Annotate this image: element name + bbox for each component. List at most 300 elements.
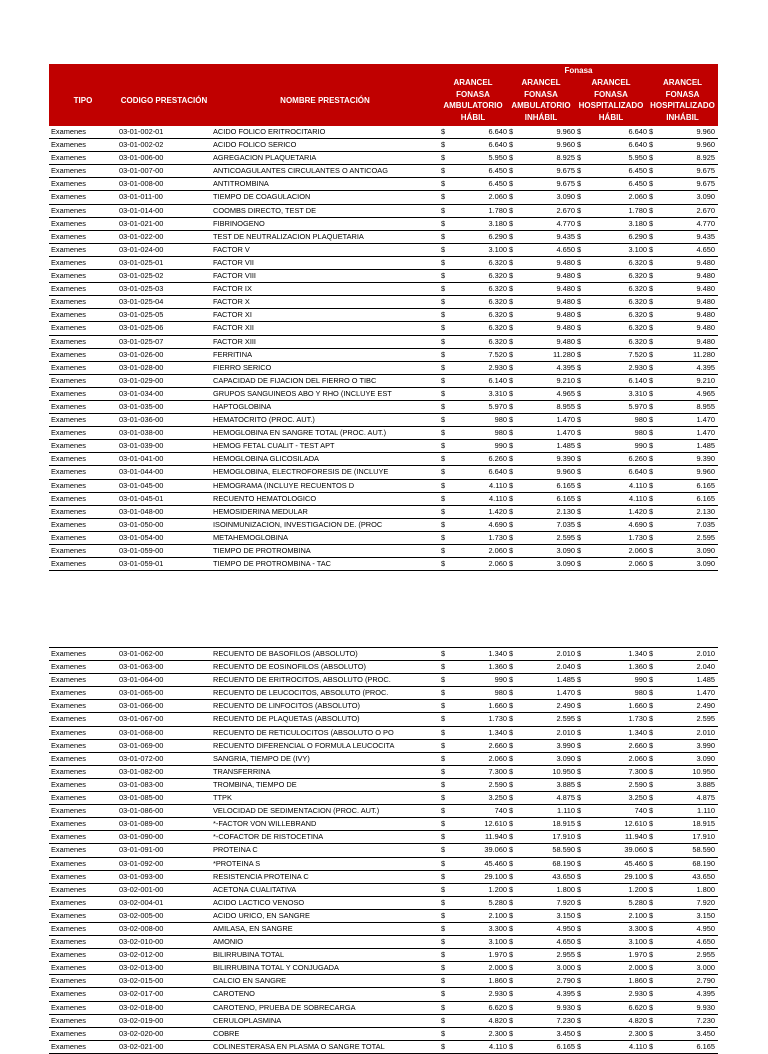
ambulatorio-inhabil-value: 7.230 [556,1015,575,1025]
currency-symbol: $ [509,1002,514,1012]
ambulatorio-inhabil-value: 3.090 [556,559,575,569]
currency-symbol: $ [577,845,582,855]
tipo-cell: Examenes [51,310,86,320]
currency-symbol: $ [577,923,582,933]
ambulatorio-habil-value: 2.060 [488,559,507,569]
currency-symbol: $ [509,297,514,307]
currency-symbol: $ [509,310,514,320]
currency-symbol: $ [509,336,514,346]
currency-symbol: $ [509,714,514,724]
tipo-cell: Examenes [51,375,86,385]
table-row [49,1015,718,1028]
currency-symbol: $ [441,546,446,555]
currency-symbol: $ [577,244,582,254]
nombre-cell: TTPK [213,793,232,803]
currency-symbol: $ [509,140,514,150]
ambulatorio-inhabil-value: 1.470 [556,428,575,438]
hospitalizado-habil-value: 2.930 [628,362,647,372]
tipo-cell: Examenes [51,806,86,816]
hospitalizado-habil-value: 3.310 [628,388,647,398]
codigo-cell: 03-01-069-00 [119,740,164,750]
currency-symbol: $ [441,454,446,464]
nombre-cell: RECUENTO HEMATOLOGICO [213,493,317,503]
nombre-cell: FACTOR XIII [213,336,256,346]
currency-symbol: $ [509,766,514,776]
tipo-cell: Examenes [51,1015,86,1025]
table-row [49,740,718,753]
codigo-cell: 03-02-015-00 [119,976,164,986]
table-row [49,375,718,388]
currency-symbol: $ [577,428,582,438]
ambulatorio-habil-value: 6.320 [488,271,507,281]
hospitalizado-habil-value: 990 [634,441,647,451]
tipo-cell: Examenes [51,166,86,176]
hospitalizado-inhabil-value: 4.950 [696,923,715,933]
currency-symbol: $ [509,480,514,490]
table-row [49,506,718,519]
hospitalizado-inhabil-value: 2.955 [696,950,715,960]
hospitalizado-habil-value: 6.450 [628,166,647,176]
currency-symbol: $ [577,546,582,555]
ambulatorio-inhabil-value: 1.800 [556,884,575,894]
currency-symbol: $ [509,519,514,529]
nombre-cell: RECUENTO DE RETICULOCITOS (ABSOLUTO O PO [213,727,394,737]
hospitalizado-habil-value: 3.250 [628,793,647,803]
currency-symbol: $ [649,845,654,855]
ambulatorio-inhabil-value: 4.770 [556,218,575,228]
currency-symbol: $ [509,871,514,881]
currency-symbol: $ [509,284,514,294]
ambulatorio-inhabil-value: 2.670 [556,205,575,215]
hospitalizado-inhabil-value: 1.800 [696,884,715,894]
ambulatorio-inhabil-value: 1.485 [556,441,575,451]
nombre-cell: ACIDO LACTICO VENOSO [213,897,305,907]
hospitalizado-habil-value: 2.060 [628,192,647,202]
currency-symbol: $ [577,963,582,973]
table-row [49,818,718,831]
currency-symbol: $ [509,428,514,438]
ambulatorio-habil-value: 6.140 [488,375,507,385]
nombre-cell: *-FACTOR VON WILLEBRAND [213,819,317,829]
hospitalizado-inhabil-value: 9.480 [696,284,715,294]
currency-symbol: $ [509,179,514,189]
currency-symbol: $ [509,127,514,136]
hospitalizado-habil-value: 12.610 [624,819,647,829]
tipo-cell: Examenes [51,989,86,999]
nombre-cell: COBRE [213,1028,240,1038]
ambulatorio-habil-value: 6.260 [488,454,507,464]
hospitalizado-inhabil-value: 2.790 [696,976,715,986]
tipo-cell: Examenes [51,454,86,464]
codigo-cell: 03-01-007-00 [119,166,164,176]
hospitalizado-inhabil-value: 1.470 [696,415,715,425]
currency-symbol: $ [509,688,514,698]
ambulatorio-inhabil-value: 43.650 [552,871,575,881]
ambulatorio-habil-value: 2.060 [488,753,507,763]
codigo-cell: 03-01-041-00 [119,454,164,464]
hospitalizado-habil-value: 980 [634,688,647,698]
tipo-cell: Examenes [51,480,86,490]
nombre-cell: AMONIO [213,937,243,947]
table-row [49,270,718,283]
tipo-cell: Examenes [51,779,86,789]
currency-symbol: $ [509,244,514,254]
nombre-cell: ANTICOAGULANTES CIRCULANTES O ANTICOAG [213,166,388,176]
hospitalizado-habil-value: 6.450 [628,179,647,189]
nombre-cell: CERULOPLASMINA [213,1015,282,1025]
currency-symbol: $ [509,441,514,451]
table-row [49,962,718,975]
tipo-cell: Examenes [51,727,86,737]
ambulatorio-inhabil-value: 3.090 [556,546,575,555]
currency-symbol: $ [441,884,446,894]
ambulatorio-inhabil-value: 8.955 [556,401,575,411]
currency-symbol: $ [577,415,582,425]
header-fonasa: Fonasa [564,66,593,75]
currency-symbol: $ [441,976,446,986]
currency-symbol: $ [441,205,446,215]
hospitalizado-inhabil-value: 9.675 [696,179,715,189]
ambulatorio-inhabil-value: 9.930 [556,1002,575,1012]
nombre-cell: ISOINMUNIZACION, INVESTIGACION DE. (PROC [213,519,383,529]
ambulatorio-habil-value: 1.730 [488,714,507,724]
codigo-cell: 03-01-029-00 [119,375,164,385]
nombre-cell: PROTEINA C [213,845,258,855]
hospitalizado-habil-value: 1.860 [628,976,647,986]
ambulatorio-inhabil-value: 4.395 [556,989,575,999]
nombre-cell: *PROTEINA S [213,858,261,868]
nombre-cell: CAROTENO, PRUEBA DE SOBRECARGA [213,1002,356,1012]
table-row [49,779,718,792]
currency-symbol: $ [441,415,446,425]
currency-symbol: $ [577,519,582,529]
codigo-cell: 03-01-048-00 [119,506,164,516]
ambulatorio-inhabil-value: 9.675 [556,179,575,189]
tipo-cell: Examenes [51,231,86,241]
hospitalizado-habil-value: 4.690 [628,519,647,529]
tipo-cell: Examenes [51,910,86,920]
table-row [49,205,718,218]
currency-symbol: $ [441,806,446,816]
tipo-cell: Examenes [51,923,86,933]
ambulatorio-habil-value: 3.250 [488,793,507,803]
currency-symbol: $ [441,179,446,189]
currency-symbol: $ [509,897,514,907]
ambulatorio-habil-value: 29.100 [484,871,507,881]
currency-symbol: $ [649,819,654,829]
currency-symbol: $ [441,871,446,881]
hospitalizado-inhabil-value: 8.955 [696,401,715,411]
ambulatorio-habil-value: 2.100 [488,910,507,920]
currency-symbol: $ [509,976,514,986]
ambulatorio-habil-value: 12.610 [484,819,507,829]
currency-symbol: $ [441,845,446,855]
nombre-cell: HEMOGRAMA (INCLUYE RECUENTOS D [213,480,355,490]
currency-symbol: $ [649,675,654,685]
currency-symbol: $ [441,779,446,789]
currency-symbol: $ [649,546,654,555]
tipo-cell: Examenes [51,740,86,750]
currency-symbol: $ [441,140,446,150]
table-row [49,519,718,532]
ambulatorio-inhabil-value: 9.480 [556,310,575,320]
currency-symbol: $ [441,375,446,385]
ambulatorio-habil-value: 3.300 [488,923,507,933]
currency-symbol: $ [441,532,446,542]
currency-symbol: $ [577,976,582,986]
nombre-cell: RESISTENCIA PROTEINA C [213,871,309,881]
hospitalizado-habil-value: 990 [634,675,647,685]
tipo-cell: Examenes [51,218,86,228]
nombre-cell: HEMOGLOBINA, ELECTROFORESIS DE (INCLUYE [213,467,389,477]
currency-symbol: $ [509,649,514,658]
ambulatorio-inhabil-value: 9.960 [556,127,575,136]
hospitalizado-inhabil-value: 3.990 [696,740,715,750]
hospitalizado-inhabil-value: 3.090 [696,192,715,202]
table-row [49,674,718,687]
hospitalizado-habil-value: 6.290 [628,231,647,241]
table-row [49,910,718,923]
hospitalizado-habil-value: 7.520 [628,349,647,359]
currency-symbol: $ [649,897,654,907]
table-row [49,322,718,335]
table-row [49,661,718,674]
hospitalizado-inhabil-value: 2.670 [696,205,715,215]
hospitalizado-inhabil-value: 4.650 [696,937,715,947]
hospitalizado-habil-value: 2.930 [628,989,647,999]
currency-symbol: $ [509,388,514,398]
hospitalizado-inhabil-value: 9.480 [696,323,715,333]
codigo-cell: 03-02-012-00 [119,950,164,960]
currency-symbol: $ [509,740,514,750]
hospitalizado-habil-value: 1.780 [628,205,647,215]
hospitalizado-inhabil-value: 9.675 [696,166,715,176]
currency-symbol: $ [649,688,654,698]
nombre-cell: RECUENTO DE PLAQUETAS (ABSOLUTO) [213,714,360,724]
hospitalizado-habil-value: 3.180 [628,218,647,228]
hospitalizado-habil-value: 1.660 [628,701,647,711]
ambulatorio-habil-value: 3.100 [488,937,507,947]
tipo-cell: Examenes [51,714,86,724]
ambulatorio-inhabil-value: 9.480 [556,336,575,346]
currency-symbol: $ [441,727,446,737]
tipo-cell: Examenes [51,832,86,842]
currency-symbol: $ [649,244,654,254]
currency-symbol: $ [649,532,654,542]
tipo-cell: Examenes [51,897,86,907]
header-hospitalizado-habil: ARANCEL FONASA HOSPITALIZADO HÁBIL [578,78,644,122]
currency-symbol: $ [649,192,654,202]
currency-symbol: $ [649,323,654,333]
currency-symbol: $ [441,127,446,136]
hospitalizado-habil-value: 2.000 [628,963,647,973]
tipo-cell: Examenes [51,937,86,947]
nombre-cell: FACTOR IX [213,284,252,294]
currency-symbol: $ [577,127,582,136]
nombre-cell: RECUENTO DE BASOFILOS (ABSOLUTO) [213,649,358,658]
currency-symbol: $ [509,546,514,555]
ambulatorio-habil-value: 45.460 [484,858,507,868]
currency-symbol: $ [509,832,514,842]
currency-symbol: $ [649,271,654,281]
currency-symbol: $ [509,727,514,737]
currency-symbol: $ [649,467,654,477]
currency-symbol: $ [441,1041,446,1051]
currency-symbol: $ [649,989,654,999]
currency-symbol: $ [441,662,446,672]
currency-symbol: $ [649,559,654,569]
currency-symbol: $ [577,257,582,267]
ambulatorio-inhabil-value: 2.955 [556,950,575,960]
currency-symbol: $ [649,832,654,842]
ambulatorio-inhabil-value: 3.450 [556,1028,575,1038]
currency-symbol: $ [441,989,446,999]
header-ambulatorio-inhabil: ARANCEL FONASA AMBULATORIO INHÁBIL [511,78,571,122]
codigo-cell: 03-02-018-00 [119,1002,164,1012]
table-row [49,532,718,545]
currency-symbol: $ [441,323,446,333]
currency-symbol: $ [509,375,514,385]
ambulatorio-habil-value: 2.660 [488,740,507,750]
tipo-cell: Examenes [51,546,86,555]
hospitalizado-inhabil-value: 43.650 [692,871,715,881]
hospitalizado-inhabil-value: 9.390 [696,454,715,464]
hospitalizado-habil-value: 39.060 [624,845,647,855]
table-row [49,1002,718,1015]
table-row [49,988,718,1001]
currency-symbol: $ [649,388,654,398]
table-row [49,884,718,897]
table-row [49,336,718,349]
currency-symbol: $ [577,1002,582,1012]
header-tipo: TIPO [73,96,93,105]
ambulatorio-habil-value: 1.660 [488,701,507,711]
hospitalizado-inhabil-value: 4.650 [696,244,715,254]
ambulatorio-inhabil-value: 2.790 [556,976,575,986]
currency-symbol: $ [649,441,654,451]
hospitalizado-inhabil-value: 3.090 [696,753,715,763]
tipo-cell: Examenes [51,766,86,776]
hospitalizado-habil-value: 6.260 [628,454,647,464]
codigo-cell: 03-01-090-00 [119,832,164,842]
table-row [49,687,718,700]
nombre-cell: RECUENTO DIFERENCIAL O FORMULA LEUCOCITA [213,740,395,750]
currency-symbol: $ [577,310,582,320]
tipo-cell: Examenes [51,205,86,215]
tipo-cell: Examenes [51,140,86,150]
codigo-cell: 03-01-039-00 [119,441,164,451]
hospitalizado-inhabil-value: 4.770 [696,218,715,228]
table-row [49,1028,718,1041]
hospitalizado-inhabil-value: 9.210 [696,375,715,385]
currency-symbol: $ [509,793,514,803]
currency-symbol: $ [509,362,514,372]
ambulatorio-habil-value: 4.820 [488,1015,507,1025]
hospitalizado-habil-value: 4.110 [629,480,647,490]
hospitalizado-inhabil-value: 9.960 [696,467,715,477]
currency-symbol: $ [577,1041,582,1051]
hospitalizado-inhabil-value: 3.885 [696,779,715,789]
hospitalizado-habil-value: 6.320 [628,257,647,267]
currency-symbol: $ [441,401,446,411]
nombre-cell: HAPTOGLOBINA [213,401,272,411]
hospitalizado-habil-value: 740 [634,806,647,816]
currency-symbol: $ [649,884,654,894]
currency-symbol: $ [509,1041,514,1051]
nombre-cell: TIEMPO DE PROTROMBINA - TAC [213,559,331,569]
ambulatorio-habil-value: 4.690 [488,519,507,529]
codigo-cell: 03-02-008-00 [119,923,164,933]
nombre-cell: COLINESTERASA EN PLASMA O SANGRE TOTAL [213,1041,385,1051]
currency-symbol: $ [577,559,582,569]
nombre-cell: CAPACIDAD DE FIJACION DEL FIERRO O TIBC [213,375,377,385]
codigo-cell: 03-01-025-06 [119,323,164,333]
ambulatorio-habil-value: 4.110 [489,480,507,490]
currency-symbol: $ [441,166,446,176]
currency-symbol: $ [649,950,654,960]
codigo-cell: 03-01-045-01 [119,493,164,503]
currency-symbol: $ [441,858,446,868]
hospitalizado-habil-value: 3.100 [628,244,647,254]
hospitalizado-inhabil-value: 6.165 [696,493,715,503]
ambulatorio-inhabil-value: 10.950 [552,766,575,776]
table-row [49,427,718,440]
currency-symbol: $ [441,910,446,920]
ambulatorio-inhabil-value: 68.190 [552,858,575,868]
currency-symbol: $ [509,1028,514,1038]
nombre-cell: TIEMPO DE COAGULACION [213,192,311,202]
codigo-cell: 03-01-050-00 [119,519,164,529]
currency-symbol: $ [577,271,582,281]
ambulatorio-habil-value: 1.420 [488,506,507,516]
codigo-cell: 03-01-089-00 [119,819,164,829]
nombre-cell: FIBRINOGENO [213,218,265,228]
hospitalizado-inhabil-value: 17.910 [692,832,715,842]
currency-symbol: $ [649,779,654,789]
hospitalizado-habil-value: 2.590 [628,779,647,789]
ambulatorio-habil-value: 980 [494,688,507,698]
currency-symbol: $ [441,649,446,658]
currency-symbol: $ [441,362,446,372]
hospitalizado-habil-value: 980 [634,415,647,425]
ambulatorio-habil-value: 990 [494,675,507,685]
hospitalizado-inhabil-value: 2.130 [696,506,715,516]
tipo-cell: Examenes [51,649,86,658]
currency-symbol: $ [649,153,654,163]
codigo-cell: 03-01-066-00 [119,701,164,711]
table-row [49,152,718,165]
nombre-cell: FACTOR XI [213,310,252,320]
tipo-cell: Examenes [51,819,86,829]
currency-symbol: $ [509,454,514,464]
ambulatorio-inhabil-value: 6.165 [556,480,575,490]
currency-symbol: $ [441,793,446,803]
table-row [49,349,718,362]
codigo-cell: 03-01-025-04 [119,297,164,307]
currency-symbol: $ [509,858,514,868]
currency-symbol: $ [577,701,582,711]
table-row [49,949,718,962]
currency-symbol: $ [441,740,446,750]
currency-symbol: $ [509,271,514,281]
tipo-cell: Examenes [51,753,86,763]
currency-symbol: $ [441,441,446,451]
ambulatorio-inhabil-value: 9.675 [556,166,575,176]
table-row [49,466,718,479]
ambulatorio-habil-value: 5.950 [488,153,507,163]
ambulatorio-habil-value: 6.450 [488,166,507,176]
codigo-cell: 03-01-025-03 [119,284,164,294]
